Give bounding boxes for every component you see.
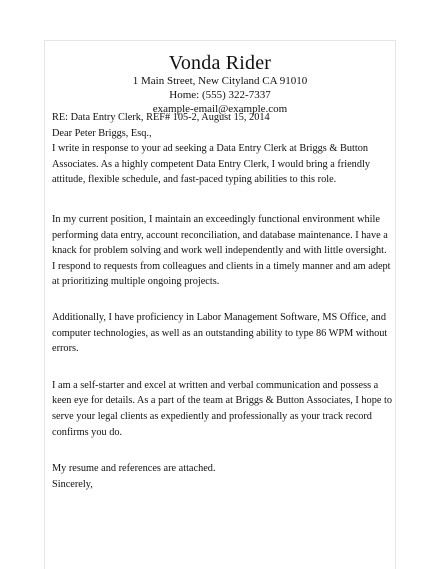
sender-email: example-email@example.com xyxy=(152,103,288,115)
salutation: Dear Peter Briggs, Esq., xyxy=(52,127,152,139)
closing: Sincerely, xyxy=(52,478,93,490)
re-line: RE: Data Entry Clerk, REF# 105-2, August 15, 2014 xyxy=(52,112,270,123)
sender-name: Vonda Rider xyxy=(168,52,272,74)
paragraph-5: My resume and references are attached. xyxy=(52,463,216,475)
paragraph-4: I am a self-starter and excel at written and verbal communication and possess a keen eye for details. As a part of the team at Briggs & Button Associates, I hope to serve your legal clients as expediently and professionally as your track record confirms you do. xyxy=(52,379,393,438)
sender-address: 1 Main Street, New Cityland CA 91010 xyxy=(132,75,308,87)
paragraph-3: Additionally, I have proficiency in Labor Management Software, MS Office, and computer technologies, as well as an outstanding ability to type 86 WPM without errors. xyxy=(52,311,388,355)
letter-body xyxy=(52,110,392,492)
sender-phone: Home: (555) 322-7337 xyxy=(169,89,271,101)
paragraph-1: I write in response to your ad seeking a Data Entry Clerk at Briggs & Button Associates. As a highly competent Data Entry Clerk, I would bring a friendly attitude, flexible schedule, and fast-paced typing abilities to this role. xyxy=(52,143,370,186)
paragraph-2: In my current position, I maintain an exceedingly functional environment while performing data entry, account reconciliation, and database maintenance. I have a knack for problem solving and work well independently and with little oversight. I respond to requests from colleagues and clients in a timely manner and am adept at prioritizing multiple ongoing projects. xyxy=(52,213,391,288)
